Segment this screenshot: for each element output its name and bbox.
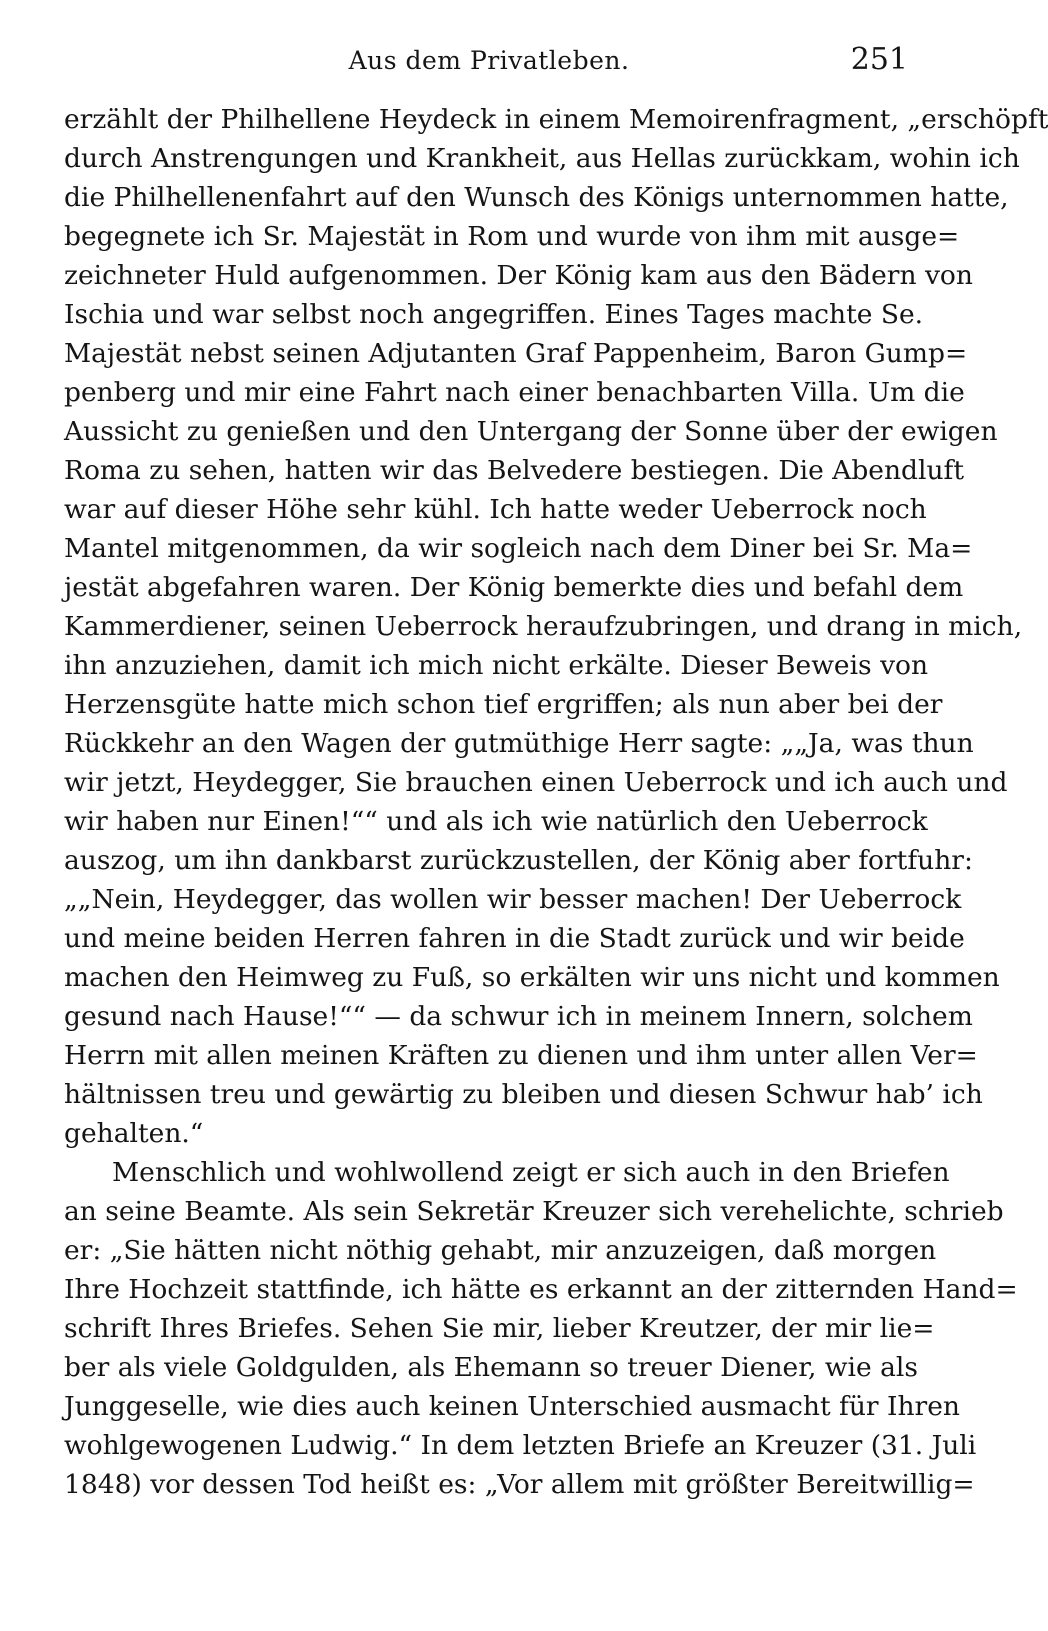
text-line: Herzensgüte hatte mich schon tief ergriffen; als nun aber bei der xyxy=(64,689,943,720)
text-line: gehalten.“ xyxy=(64,1118,204,1149)
text-line: wir haben nur Einen!““ und als ich wie natürlich den Ueberrock xyxy=(64,806,928,837)
text-line: wohlgewogenen Ludwig.“ In dem letzten Briefe an Kreuzer (31. Juli xyxy=(64,1430,977,1461)
text-line: die Philhellenenfahrt auf den Wunsch des Königs unternommen hatte, xyxy=(64,182,1009,213)
text-line: Roma zu sehen, hatten wir das Belvedere bestiegen. Die Abendluft xyxy=(64,455,964,486)
text-line: erzählt der Philhellene Heydeck in einem Memoirenfragment, „erschöpft xyxy=(64,104,1048,135)
text-line: Mantel mitgenommen, da wir sogleich nach dem Diner bei Sr. Ma= xyxy=(64,533,973,564)
text-line: Junggeselle, wie dies auch keinen Unterschied ausmacht für Ihren xyxy=(64,1391,960,1422)
text-line: schrift Ihres Briefes. Sehen Sie mir, lieber Kreutzer, der mir lie= xyxy=(64,1313,935,1344)
text-line: an seine Beamte. Als sein Sekretär Kreuzer sich verehelichte, schrieb xyxy=(64,1196,1004,1227)
text-line: gesund nach Hause!““ — da schwur ich in meinem Innern, solchem xyxy=(64,1001,973,1032)
text-line: hältnissen treu und gewärtig zu bleiben und diesen Schwur hab’ ich xyxy=(64,1079,983,1110)
text-line: Ihre Hochzeit stattfinde, ich hätte es erkannt an der zitternden Hand= xyxy=(64,1274,1018,1305)
text-line: war auf dieser Höhe sehr kühl. Ich hatte weder Ueberrock noch xyxy=(64,494,927,525)
text-line: 1848) vor dessen Tod heißt es: „Vor allem mit größter Bereitwillig= xyxy=(64,1469,975,1500)
text-line: machen den Heimweg zu Fuß, so erkälten wir uns nicht und kommen xyxy=(64,962,1000,993)
text-line: durch Anstrengungen und Krankheit, aus Hellas zurückkam, wohin ich xyxy=(64,143,1020,174)
text-line: ber als viele Goldgulden, als Ehemann so treuer Diener, wie als xyxy=(64,1352,918,1383)
text-line: Aussicht zu genießen und den Untergang der Sonne über der ewigen xyxy=(64,416,998,447)
text-line: „„Nein, Heydegger, das wollen wir besser machen! Der Ueberrock xyxy=(64,884,962,915)
text-line: Ischia und war selbst noch angegriffen. Eines Tages machte Se. xyxy=(64,299,924,330)
running-title: Aus dem Privatleben. xyxy=(348,46,630,75)
text-line: penberg und mir eine Fahrt nach einer benachbarten Villa. Um die xyxy=(64,377,965,408)
text-line: auszog, um ihn dankbarst zurückzustellen, der König aber fortfuhr: xyxy=(64,845,973,876)
text-line: Majestät nebst seinen Adjutanten Graf Pappenheim, Baron Gump= xyxy=(64,338,968,369)
text-line: ihn anzuziehen, damit ich mich nicht erkälte. Dieser Beweis von xyxy=(64,650,929,681)
text-line: und meine beiden Herren fahren in die Stadt zurück und wir beide xyxy=(64,923,965,954)
text-line: Kammerdiener, seinen Ueberrock heraufzubringen, und drang in mich, xyxy=(64,611,1023,642)
text-line: wir jetzt, Heydegger, Sie brauchen einen Ueberrock und ich auch und xyxy=(64,767,1008,798)
text-line: zeichneter Huld aufgenommen. Der König kam aus den Bädern von xyxy=(64,260,973,291)
page-number: 251 xyxy=(850,42,908,77)
text-line: Rückkehr an den Wagen der gutmüthige Herr sagte: „„Ja, was thun xyxy=(64,728,974,759)
text-line: Menschlich und wohlwollend zeigt er sich auch in den Briefen xyxy=(112,1157,950,1188)
text-line: jestät abgefahren waren. Der König bemerkte dies und befahl dem xyxy=(64,572,964,603)
text-line: Herrn mit allen meinen Kräften zu dienen und ihm unter allen Ver= xyxy=(64,1040,978,1071)
text-line: er: „Sie hätten nicht nöthig gehabt, mir anzuzeigen, daß morgen xyxy=(64,1235,937,1266)
body-text xyxy=(64,100,1048,1504)
text-line: begegnete ich Sr. Majestät in Rom und wurde von ihm mit ausge= xyxy=(64,221,960,252)
running-header xyxy=(66,42,912,82)
